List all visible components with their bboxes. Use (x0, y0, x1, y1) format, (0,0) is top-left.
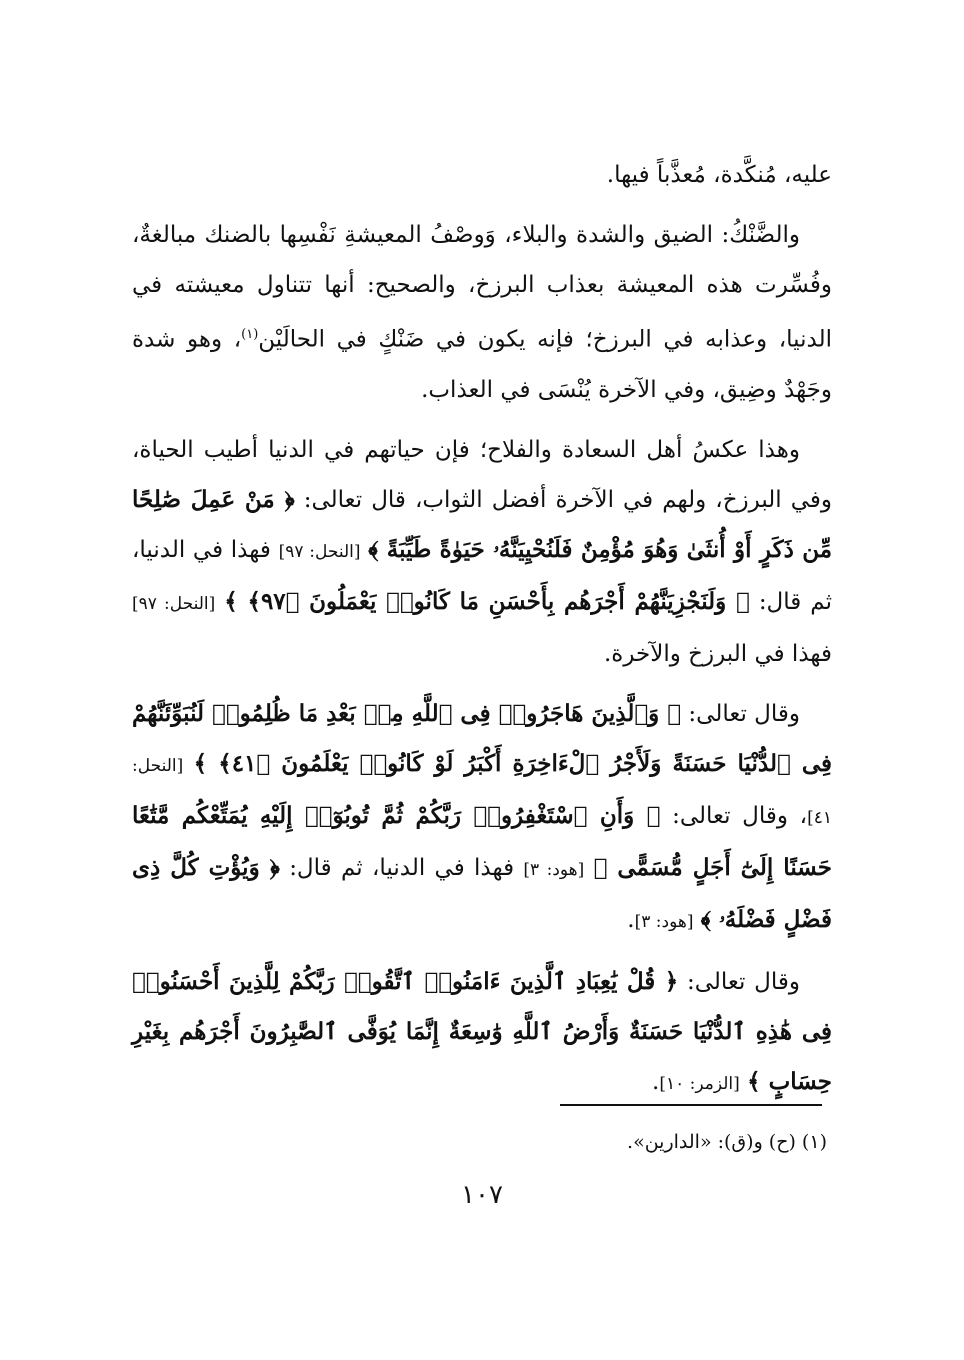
page-number: ١٠٧ (461, 1180, 503, 1210)
paragraph-5: وقال تعالى: ﴿ قُلْ يَٰعِبَادِ ٱلَّذِينَ ءَامَنُوا۟ ٱتَّقُوا۟ رَبَّكُمْ لِلَّذِينَ أَحْسَنُوا۟ فِى هَٰذِهِ ٱلدُّنْيَا حَسَنَةٌ وَأَرْضُ ٱللَّهِ وَٰسِعَةٌ إِنَّمَا يُوَفَّى ٱلصَّٰبِرُونَ أَجْرَهُم بِغَيْرِ حِسَابٍ ﴾ [الزمر: ١٠]. (132, 967, 832, 1095)
footnote-divider (560, 1104, 822, 1106)
verse-reference: [هود: ٣] (523, 859, 585, 880)
verse-reference: [النحل: ٤١] (132, 755, 832, 828)
paragraph-3: وهذا عكسُ أهل السعادة والفلاح؛ فإن حياتهم في الدنيا أطيب الحياة، وفي البرزخ، ولهم في الآخرة أفضل الثواب، قال تعالى: ﴿ مَنْ عَمِلَ صَٰلِحًا مِّن ذَكَرٍ أَوْ أُنثَىٰ وَهُوَ مُؤْمِنٌ فَلَنُحْيِيَنَّهُۥ حَيَوٰةً طَيِّبَةً ﴾ [النحل: ٩٧] فهذا في الدنيا، ثم قال: ﴿ وَلَنَجْزِيَنَّهُمْ أَجْرَهُم بِأَحْسَنِ مَا كَانُوا۟ يَعْمَلُونَ ﴿٩٧﴾ ﴾ [النحل: ٩٧] فهذا في البرزخ والآخرة. (132, 436, 833, 667)
quran-verse: ﴿ وَٱلَّذِينَ هَاجَرُوا۟ فِى ٱللَّهِ مِنۢ بَعْدِ مَا ظُلِمُوا۟ لَنُبَوِّئَنَّهُمْ فِى ٱلدُّنْيَا حَسَنَةً وَلَأَجْرُ ٱلْءَاخِرَةِ أَكْبَرُ لَوْ كَانُوا۟ يَعْلَمُونَ ﴿٤١﴾ ﴾ (132, 699, 833, 777)
quran-verse: ﴿ مَنْ عَمِلَ صَٰلِحًا مِّن ذَكَرٍ أَوْ أُنثَىٰ وَهُوَ مُؤْمِنٌ فَلَنُحْيِيَنَّهُۥ حَيَوٰةً طَيِّبَةً ﴾ (132, 485, 833, 563)
quran-verse: ﴿ قُلْ يَٰعِبَادِ ٱلَّذِينَ ءَامَنُوا۟ ٱتَّقُوا۟ رَبَّكُمْ لِلَّذِينَ أَحْسَنُوا۟ فِى هَٰذِهِ ٱلدُّنْيَا حَسَنَةٌ وَأَرْضُ ٱللَّهِ وَٰسِعَةٌ إِنَّمَا يُوَفَّى ٱلصَّٰبِرُونَ أَجْرَهُم بِغَيْرِ حِسَابٍ ﴾ (132, 967, 832, 1095)
verse-reference: [النحل: ٩٧] (278, 541, 361, 562)
footnote: (١) (ح) و(ق): «الدارين». (627, 1131, 827, 1153)
paragraph-4: وقال تعالى: ﴿ وَٱلَّذِينَ هَاجَرُوا۟ فِى ٱللَّهِ مِنۢ بَعْدِ مَا ظُلِمُوا۟ لَنُبَوِّئَنَّهُمْ فِى ٱلدُّنْيَا حَسَنَةً وَلَأَجْرُ ٱلْءَاخِرَةِ أَكْبَرُ لَوْ كَانُوا۟ يَعْلَمُونَ ﴿٤١﴾ ﴾ [النحل: ٤١]، وقال تعالى: ﴿ وَأَنِ ٱسْتَغْفِرُوا۟ رَبَّكُمْ ثُمَّ تُوبُوٓا۟ إِلَيْهِ يُمَتِّعْكُم مَّتَٰعًا حَسَنًا إِلَىٰٓ أَجَلٍ مُّسَمًّى ﴾ [هود: ٣] فهذا في الدنيا، ثم قال: ﴿ وَيُؤْتِ كُلَّ ذِى فَضْلٍ فَضْلَهُۥ ﴾ [هود: ٣]. (132, 699, 833, 933)
paragraph-2: والضَّنْكُ: الضيق والشدة والبلاء، وَوصْفُ المعيشةِ نَفْسِها بالضنك مبالغةٌ، وفُسِّرت هذه المعيشة بعذاب البرزخ، والصحيح: أنها تتناول معيشته في الدنيا، وعذابه في البرزخ؛ فإنه يكون في ضَنْكٍ في الحالَيْن$^{(١)}$، وهو شدة وجَهْدٌ وضِيق، وفي الآخرة يُنْسَى في العذاب. (132, 222, 832, 403)
verse-reference: [هود: ٣] (634, 911, 694, 932)
paragraph-1: عليه، مُنكَّدة، مُعذَّباً فيها. (606, 162, 832, 188)
quran-verse: ﴿ وَلَنَجْزِيَنَّهُمْ أَجْرَهُم بِأَحْسَنِ مَا كَانُوا۟ يَعْمَلُونَ ﴿٩٧﴾ ﴾ (224, 587, 750, 615)
verse-reference: [الزمر: ١٠] (659, 1073, 740, 1094)
footnote-marker: (١) (241, 327, 259, 342)
quran-verse: ﴿ وَأَنِ ٱسْتَغْفِرُوا۟ رَبَّكُمْ ثُمَّ تُوبُوٓا۟ إِلَيْهِ يُمَتِّعْكُم مَّتَٰعًا حَسَنًا إِلَىٰٓ أَجَلٍ مُّسَمًّى ﴾ (132, 801, 832, 881)
body-text (132, 150, 832, 1119)
quran-verse: ﴿ وَيُؤْتِ كُلَّ ذِى فَضْلٍ فَضْلَهُۥ ﴾ (132, 853, 832, 933)
verse-reference: [النحل: ٩٧] (132, 593, 216, 614)
